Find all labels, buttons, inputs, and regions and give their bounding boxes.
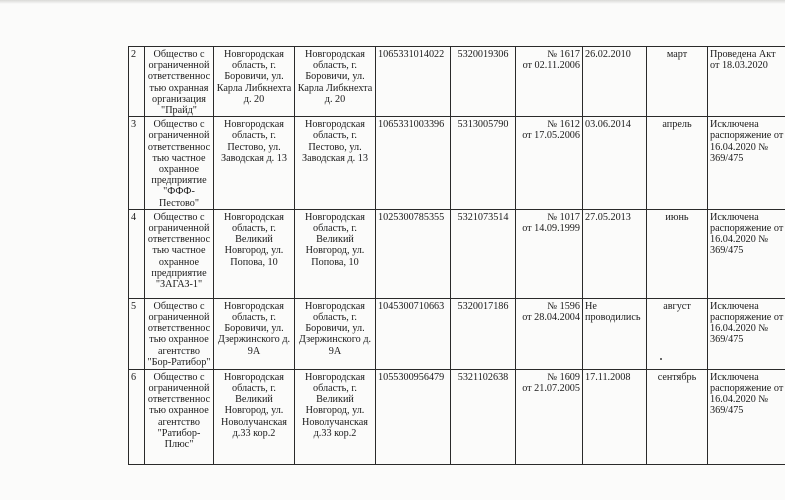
ogrn: 1065331014022 [376, 47, 451, 117]
inn: 5320019306 [451, 47, 516, 117]
scan-speck [660, 358, 662, 360]
row-number: 5 [129, 298, 145, 369]
inn: 5320017186 [451, 298, 516, 369]
license [516, 47, 583, 117]
row-number: 4 [129, 209, 145, 298]
last-check-date: 17.11.2008 [583, 369, 647, 464]
license-date: от 28.04.2004 [522, 312, 580, 324]
table-row [129, 47, 785, 117]
table-row [129, 369, 785, 464]
planned-month: сентябрь [647, 369, 708, 464]
inn: 5321073514 [451, 209, 516, 298]
actual-address: Новгородская область, г. Пестово, ул. Заводская д. 13 [295, 117, 376, 210]
company-name: Общество с ограниченной ответственностью охранное агентство "Ратибор-Плюс" [145, 369, 214, 464]
legal-address: Новгородская область, г. Боровичи, ул. Дзержинского д. 9А [214, 298, 295, 369]
legal-address: Новгородская область, г. Пестово, ул. Заводская д. 13 [214, 117, 295, 210]
license-number: № 1617 [547, 49, 580, 60]
license-number: № 1612 [547, 119, 580, 131]
row-number: 3 [129, 117, 145, 210]
license-date: от 02.11.2006 [522, 60, 580, 72]
check-result: Исключена распоряжение от 16.04.2020 № 369/475 [708, 298, 785, 369]
check-result: Проведена Акт от 18.03.2020 [708, 47, 785, 117]
last-check-date: 26.02.2010 [583, 47, 647, 117]
license [516, 209, 583, 298]
license-number: № 1609 [547, 371, 580, 383]
inn: 5313005790 [451, 117, 516, 210]
actual-address: Новгородская область, г. Боровичи, ул. Карла Либкнехта д. 20 [295, 47, 376, 117]
last-check-date: Не проводились [583, 298, 647, 369]
inn: 5321102638 [451, 369, 516, 464]
scan-top-shadow [0, 0, 785, 4]
license-date: от 21.07.2005 [522, 383, 580, 395]
license [516, 117, 583, 210]
company-name: Общество с ограниченной ответственностью охранная организация "Прайд" [145, 47, 214, 117]
table-row [129, 209, 785, 298]
table-row [129, 298, 785, 369]
planned-month: август [647, 298, 708, 369]
actual-address: Новгородская область, г. Великий Новгород, ул. Новолучанская д.33 кор.2 [295, 369, 376, 464]
security-companies-table [128, 46, 785, 465]
company-name: Общество с ограниченной ответственностью частное охранное предприятие "ФФФ-Пестово" [145, 117, 214, 210]
legal-address: Новгородская область, г. Великий Новгород, ул. Новолучанская д.33 кор.2 [214, 369, 295, 464]
license-number: № 1596 [547, 300, 580, 312]
actual-address: Новгородская область, г. Боровичи, ул. Дзержинского д. 9А [295, 298, 376, 369]
check-result: Исключена распоряжение от 16.04.2020 № 369/475 [708, 117, 785, 210]
row-number: 6 [129, 369, 145, 464]
table-row [129, 117, 785, 210]
ogrn: 1055300956479 [376, 369, 451, 464]
license [516, 369, 583, 464]
license-date: от 14.09.1999 [522, 223, 580, 235]
planned-month: июнь [647, 209, 708, 298]
legal-address: Новгородская область, г. Боровичи, ул. Карла Либкнехта д. 20 [214, 47, 295, 117]
last-check-date: 03.06.2014 [583, 117, 647, 210]
company-name: Общество с ограниченной ответственностью охранное агентство "Бор-Ратибор" [145, 298, 214, 369]
check-result: Исключена распоряжение от 16.04.2020 № 369/475 [708, 209, 785, 298]
ogrn: 1045300710663 [376, 298, 451, 369]
planned-month: апрель [647, 117, 708, 210]
last-check-date: 27.05.2013 [583, 209, 647, 298]
legal-address: Новгородская область, г. Великий Новгород, ул. Попова, 10 [214, 209, 295, 298]
row-number: 2 [129, 47, 145, 117]
actual-address: Новгородская область, г. Великий Новгород, ул. Попова, 10 [295, 209, 376, 298]
company-name: Общество с ограниченной ответственностью частное охранное предприятие "ЗАГАЗ-1" [145, 209, 214, 298]
ogrn: 1025300785355 [376, 209, 451, 298]
ogrn: 1065331003396 [376, 117, 451, 210]
license-date: от 17.05.2006 [522, 130, 580, 142]
license [516, 298, 583, 369]
check-result: Исключена распоряжение от 16.04.2020 № 369/475 [708, 369, 785, 464]
planned-month: март [647, 47, 708, 117]
license-number: № 1017 [547, 211, 580, 223]
